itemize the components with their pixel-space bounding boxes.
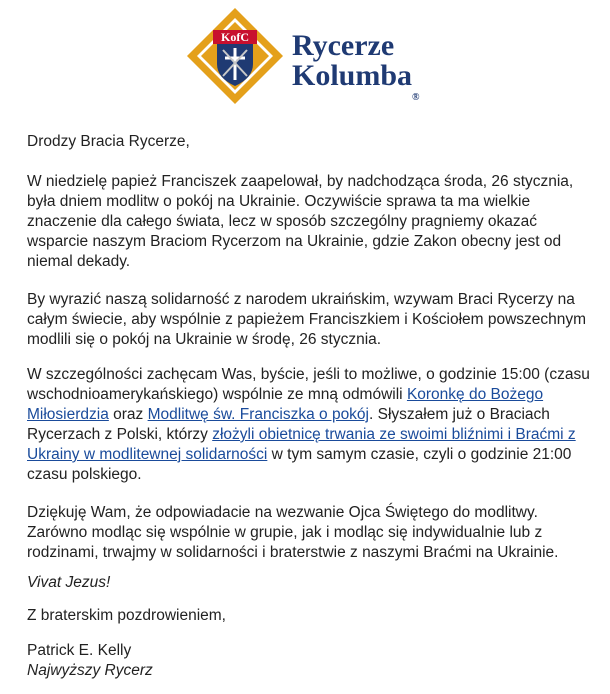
brand-name-line2: Kolumba (292, 59, 413, 92)
signature-name: Patrick E. Kelly (27, 642, 132, 659)
paragraph-3-text-4: w tym samym czasie, czyli o godzinie 21:00 czasu polskiego. (27, 446, 572, 483)
closing: Z braterskim pozdrowieniem, (27, 607, 226, 624)
knights-of-columbus-emblem (185, 6, 285, 106)
header (0, 0, 610, 110)
link-polish-knights-pledge[interactable]: złożyli obietnicę trwania ze swoimi bliźnimi i Braćmi z Ukrainy w modlitewnej solidarności (27, 426, 576, 463)
signature-title: Najwyższy Rycerz (27, 662, 153, 679)
paragraph-3-text-1: W szczególności zachęcam Was, byście, jeśli to możliwe, o godzinie 15:00 (czasu wschodnioamerykańskiego) wspólnie ze mną odmówili (27, 366, 590, 403)
greeting: Drodzy Bracia Rycerze, (27, 133, 190, 150)
closing-latin: Vivat Jezus! (27, 574, 111, 591)
paragraph-1: W niedzielę papież Franciszek zaapelował, by nadchodząca środa, 26 stycznia, była dniem modlitw o pokój na Ukrainie. Oczywiście sprawa ta ma wielkie znaczenie dla całego świata, lecz w sposób szczególny pragniemy okazać wsparcie naszym Braciom Rycerzom na Ukrainie, gdzie Zakon obecny jest od niemal dekady. (27, 173, 574, 270)
link-chaplet-divine-mercy[interactable]: Koronkę do Bożego Miłosierdzia (27, 386, 544, 423)
emblem-letters: KofC (221, 30, 249, 44)
paragraph-4: Dziękuję Wam, że odpowiadacie na wezwanie Ojca Świętego do modlitwy. Zarówno modląc się wspólnie w grupie, jak i modląc się indywidualnie lub z rodzinami, trwajmy w solidarności i braterstwie z naszymi Braćmi na Ukrainie. (27, 504, 559, 561)
paragraph-3-text-3: . Słyszałem już o Braciach Rycerzach z Polski, którzy (27, 406, 550, 443)
brand-name (292, 29, 420, 103)
registered-mark: ® (412, 92, 420, 103)
link-st-francis-prayer[interactable]: Modlitwę św. Franciszka o pokój (147, 406, 369, 423)
brand-name-line1: Rycerze (292, 29, 395, 62)
paragraph-3-text-2: oraz (108, 406, 148, 423)
paragraph-3 (27, 365, 597, 485)
paragraph-2: By wyrazić naszą solidarność z narodem ukraińskim, wzywam Braci Rycerzy na całym świecie, aby wspólnie z papieżem Franciszkiem i Kościołem powszechnym modlili się o pokój na Ukrainie w środę, 26 stycznia. (27, 291, 587, 348)
